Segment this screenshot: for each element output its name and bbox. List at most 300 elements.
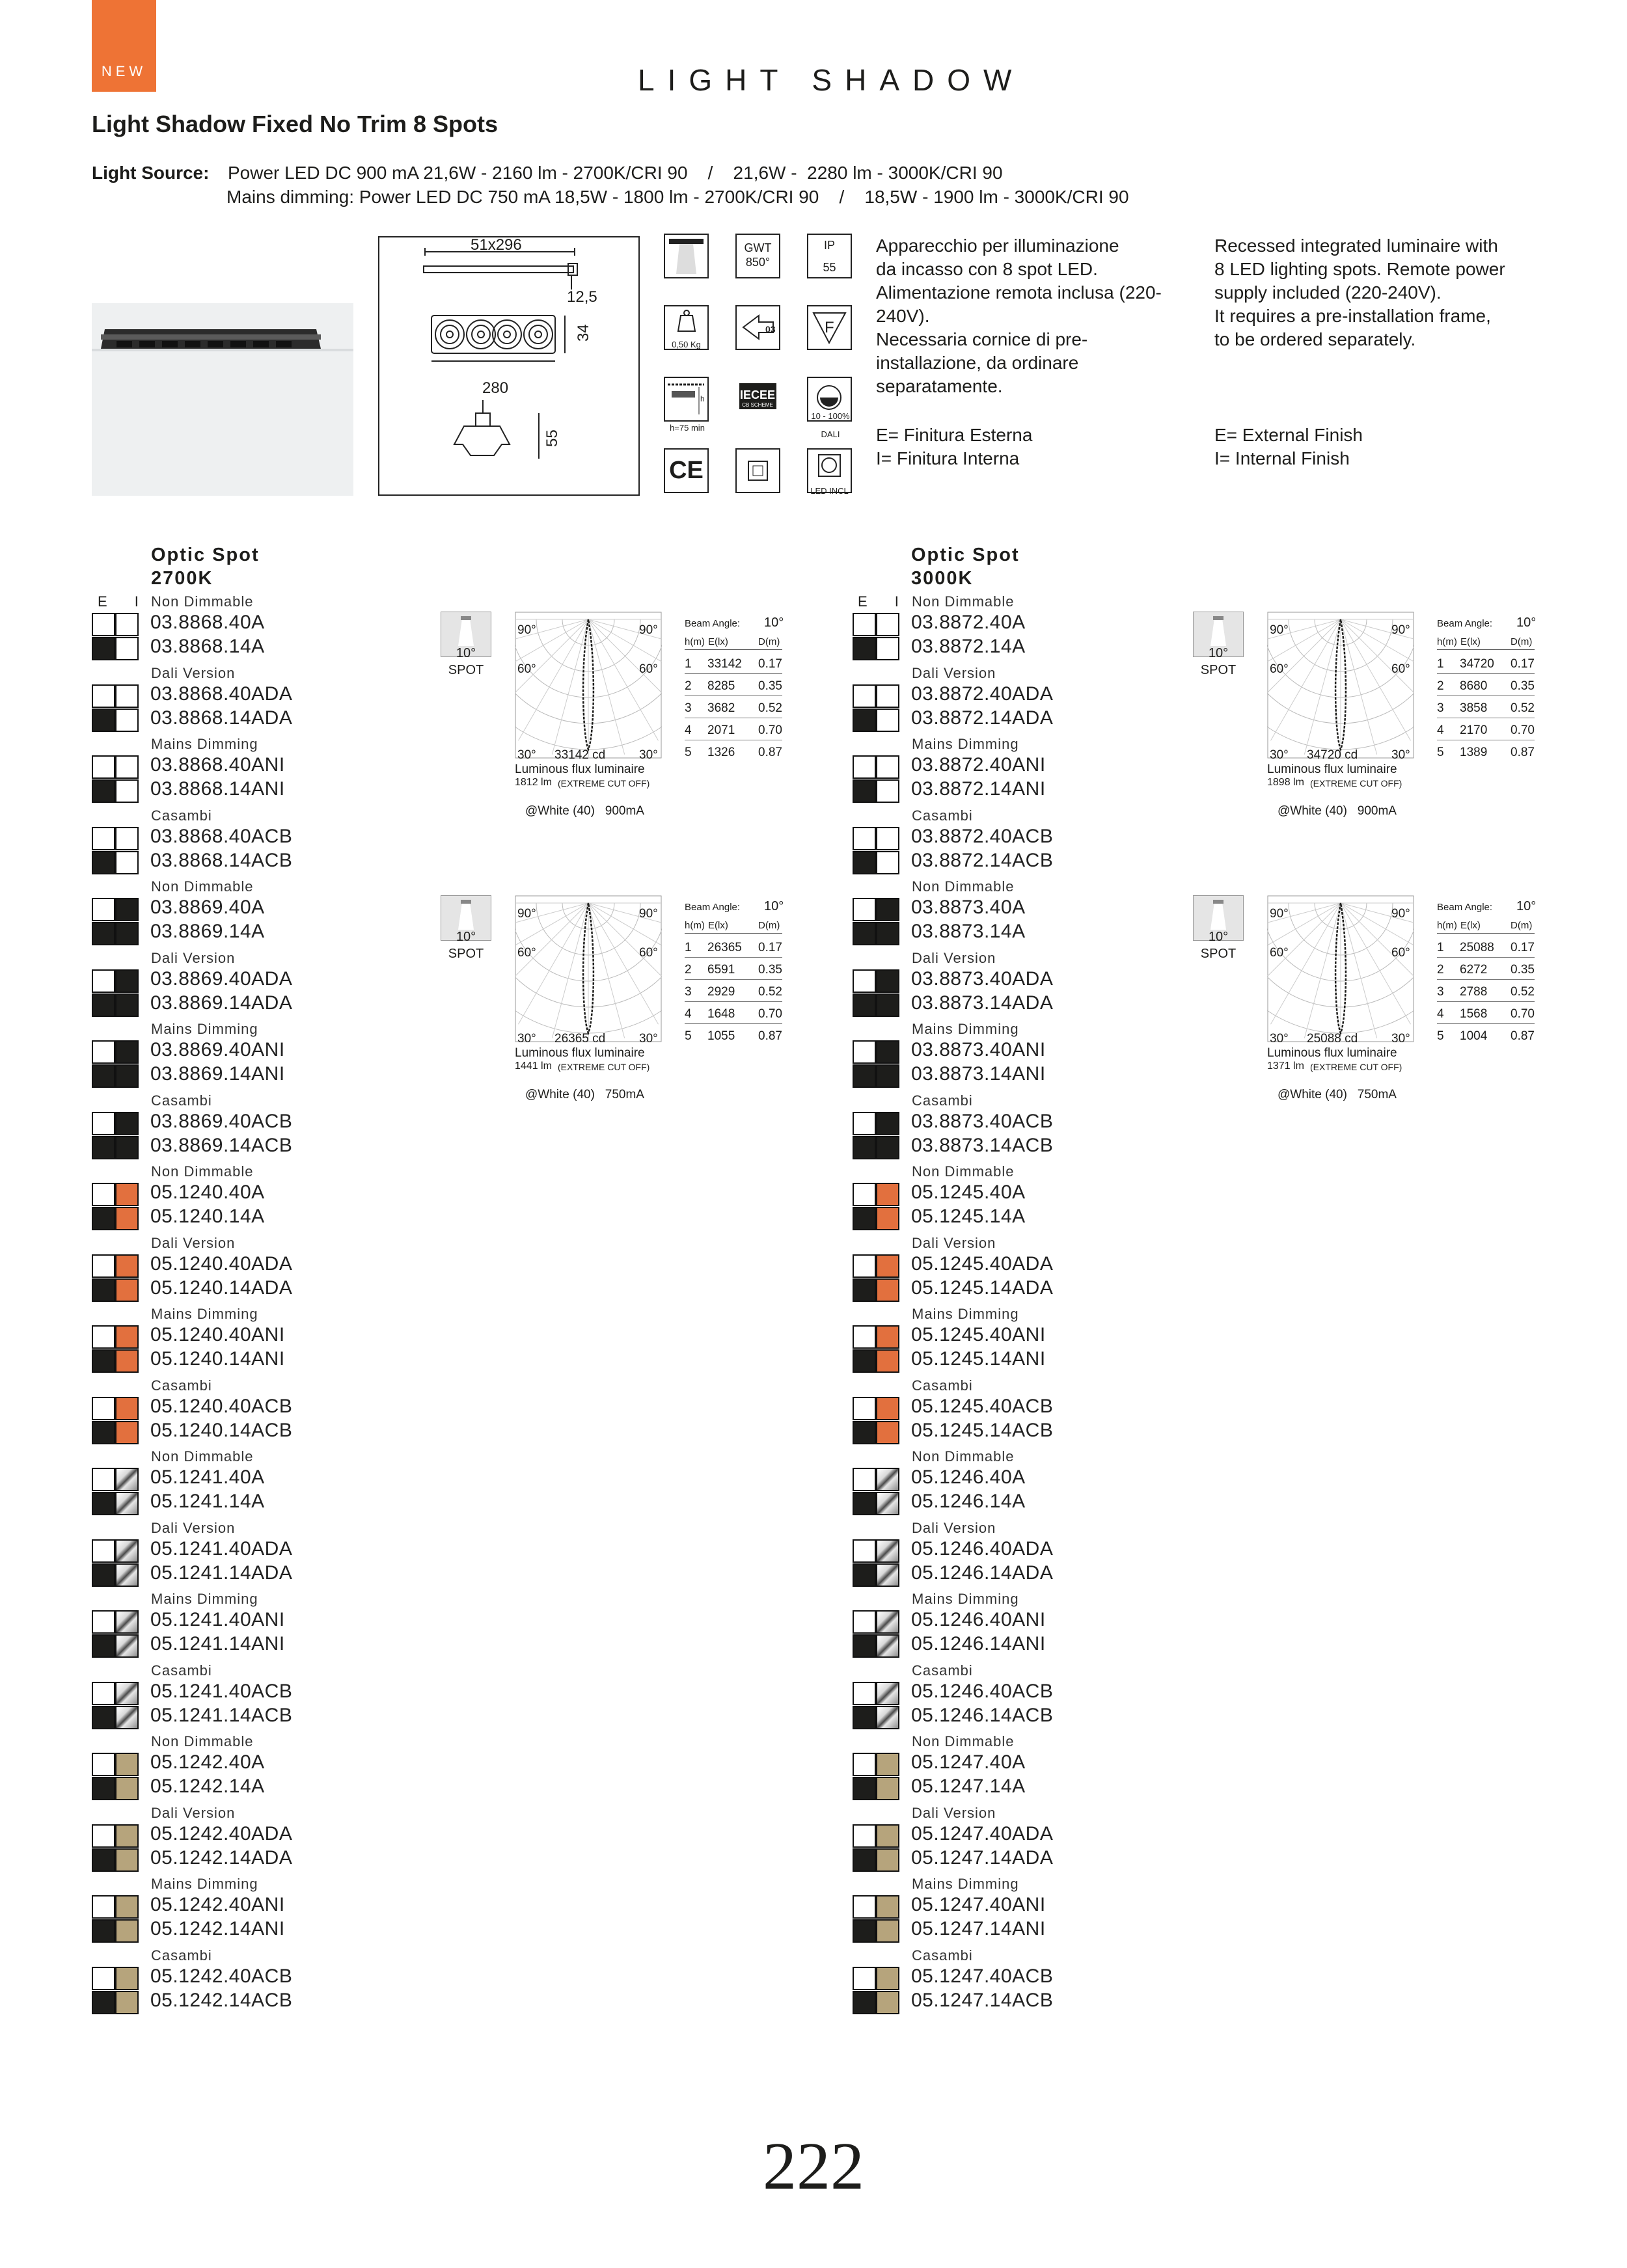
group-label: Casambi [151,807,212,824]
table-cell: 5 [1437,746,1444,759]
external-finish-swatch [92,637,115,660]
internal-finish-swatch [115,827,139,850]
table-cell: 8285 [707,679,735,693]
group-label: Dali Version [912,664,996,681]
internal-finish-swatch [115,1064,139,1088]
table-cell: 2 [685,963,692,977]
product-code: 05.1242.40ANI [150,1894,285,1915]
internal-finish-swatch [115,851,139,874]
product-code: 05.1245.40A [911,1181,1026,1203]
test-condition-note: @White (40) 900mA [1278,804,1397,818]
beam-angle-table-value: 10° [764,615,784,630]
test-condition-note: @White (40) 750mA [1278,1088,1397,1101]
external-finish-swatch [92,827,115,850]
test-condition-note: @White (40) 900mA [525,804,644,818]
product-code: 03.8873.40ANI [911,1039,1046,1060]
led-included-label: LED INCL [810,485,849,496]
ip-value: 55 [823,260,836,274]
luminous-flux-value: 1898 lm [1267,777,1304,788]
product-code: 05.1247.14ACB [911,1989,1054,2011]
external-finish-swatch [92,1040,115,1064]
external-finish-swatch [853,613,876,636]
internal-finish-swatch [115,613,139,636]
internal-finish-swatch [115,1563,139,1587]
beam-angle-value: 10° [456,930,476,944]
product-code: 05.1242.40ACB [150,1965,293,1987]
internal-finish-swatch [876,1397,899,1420]
external-finish-swatch [92,1824,115,1848]
internal-finish-swatch [115,1895,139,1919]
group-label: Dali Version [912,949,996,966]
group-label: Dali Version [151,949,236,966]
beam-angle-value: 10° [1208,930,1229,944]
peak-candela: 25088 cd [1307,1032,1358,1046]
product-code: 05.1240.14ACB [150,1419,293,1441]
product-code: 03.8873.14ADA [911,992,1054,1014]
product-code: 05.1242.14A [150,1775,265,1797]
table-cell: 4 [1437,723,1444,737]
group-label: Non Dimmable [151,1733,254,1749]
product-code: 03.8873.40ACB [911,1110,1054,1132]
luminous-flux-value: 1371 lm [1267,1060,1304,1072]
product-code: 05.1245.14ADA [911,1276,1054,1299]
external-finish-swatch [92,1753,115,1776]
table-cell: 3 [1437,701,1444,715]
external-finish-swatch [853,1278,876,1302]
internal-finish-swatch [876,1254,899,1278]
group-label: Casambi [912,1662,973,1679]
external-finish-swatch [853,1610,876,1634]
new-tag-label: NEW [101,63,147,79]
external-finish-swatch [92,1539,115,1563]
internal-finish-swatch [115,1492,139,1515]
polar-angle-label: 30° [517,748,536,762]
internal-finish-swatch [876,1325,899,1349]
polar-angle-label: 30° [639,1032,658,1046]
photometric-block-3000k-900ma [1193,612,1544,826]
internal-finish-swatch [115,1991,139,2014]
internal-finish-swatch [876,755,899,779]
polar-angle-label: 30° [1391,748,1410,762]
group-label: Casambi [912,807,973,824]
table-cell: 0.35 [758,679,782,693]
table-cell: 0.87 [758,746,782,759]
internal-finish-swatch [876,779,899,803]
weight-value: 0,50 Kg [672,339,701,349]
external-finish-swatch [853,969,876,993]
external-finish-swatch [92,1325,115,1349]
product-code: 05.1245.14ACB [911,1419,1054,1441]
internal-finish-swatch [876,827,899,850]
beam-type-label: SPOT [448,947,484,961]
product-code: 03.8872.40ADA [911,682,1054,705]
polar-angle-label: 60° [517,946,536,960]
table-row-divider [685,1001,782,1002]
internal-finish-swatch [876,993,899,1017]
external-finish-swatch [92,613,115,636]
ik-rating-icon [735,305,780,350]
internal-finish-swatch [876,637,899,660]
table-cell: 2929 [707,985,735,999]
table-cell: 3858 [1460,701,1488,715]
product-code: 03.8869.40A [150,897,265,918]
internal-finish-swatch [115,1777,139,1800]
table-cell: 0.35 [1511,679,1535,693]
table-divider [1437,649,1535,650]
polar-angle-label: 90° [1270,907,1289,921]
ei-header-2700k: E I [98,593,150,610]
ei-header-3000k: E I [858,593,910,610]
internal-finish-swatch [876,1207,899,1230]
external-finish-swatch [92,898,115,921]
table-cell: 2170 [1460,723,1488,737]
internal-finish-swatch [876,1610,899,1634]
peak-candela: 33142 cd [554,748,606,762]
external-finish-swatch [853,1349,876,1373]
product-code: 03.8869.14ADA [150,992,293,1014]
internal-finish-swatch [876,684,899,708]
table-cell: 0.35 [758,963,782,977]
gwt-rating [735,234,780,278]
recessed-frame-icon [735,448,780,493]
external-finish-swatch [853,1824,876,1848]
product-code: 05.1242.14ADA [150,1846,293,1869]
external-finish-swatch [853,1682,876,1705]
internal-finish-swatch [115,993,139,1017]
polar-angle-label: 60° [1270,662,1289,676]
product-code: 03.8872.14ACB [911,849,1054,871]
internal-finish-swatch [115,1136,139,1159]
group-label: Mains Dimming [912,1591,1019,1607]
table-header: E(lx) [1460,920,1481,931]
table-row-divider [685,957,782,958]
external-finish-swatch [853,851,876,874]
internal-finish-swatch [876,1183,899,1206]
dim-depth: 55 [543,429,561,447]
table-row-divider [1437,673,1535,674]
internal-finish-swatch [115,755,139,779]
table-cell: 1326 [707,746,735,759]
external-finish-swatch [853,1539,876,1563]
product-code: 05.1240.14A [150,1206,265,1227]
table-header: h(m) [1437,920,1457,931]
product-code: 03.8869.40ACB [150,1110,293,1132]
table-cell: 2071 [707,723,735,737]
product-code: 05.1246.14ANI [911,1633,1046,1654]
internal-finish-swatch [115,1040,139,1064]
table-cell: 0.52 [758,985,782,999]
internal-finish-swatch [876,1349,899,1373]
internal-finish-swatch [876,1991,899,2014]
external-finish-swatch [92,1563,115,1587]
product-code: 05.1245.14ANI [911,1348,1046,1370]
beam-angle-value: 10° [1208,646,1229,660]
group-label: Dali Version [151,1234,236,1251]
external-finish-swatch [853,1421,876,1444]
product-photo [92,303,353,496]
luminous-flux-value: 1441 lm [515,1060,552,1072]
external-finish-swatch [92,1682,115,1705]
internal-finish-swatch [876,1967,899,1990]
polar-angle-label: 30° [639,748,658,762]
beam-angle-label: Beam Angle: [685,902,741,913]
product-code: 05.1247.40A [911,1751,1026,1773]
table-cell: 0.52 [1511,701,1535,715]
internal-finish-swatch [115,709,139,732]
table-cell: 1648 [707,1007,735,1021]
light-source-line-1: Power LED DC 900 mA 21,6W - 2160 lm - 2700K/CRI 90 / 21,6W - 2280 lm - 3000K/CRI 90 [228,163,1003,183]
polar-angle-label: 90° [639,907,658,921]
beam-angle-table-value: 10° [764,899,784,913]
page-number: 222 [763,2129,864,2204]
internal-finish-swatch [115,1919,139,1943]
internal-finish-swatch [115,1254,139,1278]
dim-width: 51x296 [471,236,522,254]
table-header: D(m) [1511,636,1533,647]
internal-finish-swatch [115,1278,139,1302]
product-code: 05.1242.14ACB [150,1989,293,2011]
internal-finish-swatch [876,1777,899,1800]
product-code: 05.1240.14ANI [150,1348,285,1370]
internal-finish-swatch [115,1682,139,1705]
table-row-divider [685,1023,782,1024]
cb-scheme-label: IECEE [739,388,776,401]
optic-recessed-icon [664,234,709,278]
table-cell: 0.17 [758,941,782,954]
dimming-range: 10 - 100% [811,411,850,421]
table-cell: 0.17 [1511,657,1535,671]
luminous-flux-label: Luminous flux luminaire [1267,763,1397,776]
cutoff-label: (EXTREME CUT OFF) [558,1062,650,1072]
internal-finish-swatch [876,1919,899,1943]
group-label: Mains Dimming [912,1021,1019,1037]
product-code: 03.8869.14ANI [150,1063,285,1085]
product-code: 05.1245.40ACB [911,1395,1054,1417]
product-code: 05.1240.40A [150,1181,265,1203]
table-cell: 0.87 [758,1029,782,1043]
table-cell: 6591 [707,963,735,977]
group-label: Non Dimmable [151,1163,254,1180]
group-label: Non Dimmable [151,878,254,895]
install-height-mark: h [700,394,705,403]
external-finish-swatch [853,1848,876,1872]
external-finish-swatch [853,1112,876,1135]
table-cell: 3 [685,701,692,715]
table-row-divider [1437,979,1535,980]
internal-finish-swatch [876,709,899,732]
beam-type-label: SPOT [1200,663,1237,677]
external-finish-swatch [853,709,876,732]
product-code: 03.8873.40ADA [911,967,1054,990]
table-cell: 1389 [1460,746,1488,759]
product-code: 03.8869.14A [150,921,265,942]
internal-finish-swatch [115,969,139,993]
external-finish-swatch [853,779,876,803]
group-label: Non Dimmable [912,878,1015,895]
polar-angle-label: 90° [517,623,536,637]
finish-legend-it: E= Finitura Esterna I= Finitura Interna [876,425,1033,468]
peak-candela: 34720 cd [1307,748,1358,762]
internal-finish-swatch [115,1848,139,1872]
product-code: 03.8873.40A [911,897,1026,918]
table-cell: 1055 [707,1029,735,1043]
ce-mark-label: CE [669,457,704,484]
internal-finish-swatch [115,922,139,945]
internal-finish-swatch [876,1539,899,1563]
product-code: 05.1242.40ADA [150,1822,293,1844]
column-title-2700k: Optic Spot 2700K [151,545,260,589]
product-code: 03.8872.14A [911,636,1026,657]
product-code: 03.8869.14ACB [150,1134,293,1156]
external-finish-swatch [853,1895,876,1919]
external-finish-swatch [92,1397,115,1420]
group-label: Non Dimmable [912,593,1015,610]
led-included-icon [807,448,852,496]
internal-finish-swatch [876,1824,899,1848]
product-code: 05.1247.14ADA [911,1846,1054,1869]
group-label: Casambi [151,1377,212,1394]
external-finish-swatch [853,1492,876,1515]
external-finish-swatch [92,922,115,945]
beam-angle-value: 10° [456,646,476,660]
weight-icon [664,305,709,350]
dim-34: 34 [575,324,592,342]
group-label: Mains Dimming [151,1591,258,1607]
table-cell: 3 [685,985,692,999]
table-cell: 4 [1437,1007,1444,1021]
external-finish-swatch [92,1421,115,1444]
external-finish-swatch [92,1064,115,1088]
polar-angle-label: 90° [517,907,536,921]
table-row-divider [685,695,782,696]
table-header: E(lx) [708,920,728,931]
polar-angle-label: 30° [1270,1032,1289,1046]
external-finish-swatch [92,1136,115,1159]
group-label: Dali Version [912,1519,996,1536]
external-finish-swatch [92,1777,115,1800]
table-cell: 2788 [1460,985,1488,999]
product-code: 05.1246.14ADA [911,1561,1054,1584]
product-code: 03.8873.14A [911,921,1026,942]
product-code: 05.1246.40ANI [911,1609,1046,1630]
internal-finish-swatch [876,1492,899,1515]
external-finish-swatch [853,1991,876,2014]
internal-finish-swatch [115,1421,139,1444]
table-divider [685,649,782,650]
table-header: E(lx) [1460,636,1481,647]
external-finish-swatch [853,1207,876,1230]
group-label: Dali Version [912,1804,996,1821]
external-finish-swatch [853,898,876,921]
luminous-flux-label: Luminous flux luminaire [1267,1046,1397,1060]
product-code: 03.8872.40ACB [911,825,1054,847]
cutoff-label: (EXTREME CUT OFF) [1310,778,1402,789]
internal-finish-swatch [876,613,899,636]
internal-finish-swatch [876,1064,899,1088]
product-code: 03.8869.40ADA [150,967,293,990]
beam-angle-label: Beam Angle: [685,618,741,629]
product-code: 05.1240.40ANI [150,1324,285,1345]
external-finish-swatch [853,827,876,850]
product-code: 05.1245.40ADA [911,1252,1054,1275]
internal-finish-swatch [876,1753,899,1776]
external-finish-swatch [92,851,115,874]
external-finish-swatch [92,1207,115,1230]
finish-legend-en: E= External Finish I= Internal Finish [1214,425,1363,468]
table-cell: 1 [1437,657,1444,671]
ip-label: IP [823,239,835,252]
cutoff-label: (EXTREME CUT OFF) [1310,1062,1402,1072]
table-cell: 2 [685,679,692,693]
external-finish-swatch [853,1634,876,1658]
table-cell: 4 [685,723,692,737]
external-finish-swatch [853,1468,876,1491]
luminous-flux-value: 1812 lm [515,777,552,788]
table-cell: 0.70 [1511,1007,1535,1021]
beam-angle-table-value: 10° [1516,899,1537,913]
luminous-flux-label: Luminous flux luminaire [515,1046,645,1060]
product-code: 05.1241.14ADA [150,1561,293,1584]
group-label: Mains Dimming [151,1306,258,1322]
table-row-divider [1437,957,1535,958]
table-row-divider [1437,1023,1535,1024]
table-header: h(m) [1437,636,1457,647]
table-cell: 0.87 [1511,746,1535,759]
polar-angle-label: 60° [1391,662,1410,676]
group-label: Dali Version [151,664,236,681]
product-code: 05.1241.14ANI [150,1633,285,1654]
group-label: Mains Dimming [912,736,1019,752]
table-cell: 8680 [1460,679,1488,693]
table-cell: 0.87 [1511,1029,1535,1043]
external-finish-swatch [92,1919,115,1943]
polar-angle-label: 90° [1270,623,1289,637]
internal-finish-swatch [115,637,139,660]
internal-finish-swatch [876,969,899,993]
internal-finish-swatch [876,898,899,921]
group-label: Dali Version [151,1804,236,1821]
external-finish-swatch [853,1563,876,1587]
f-mark-icon [807,305,852,350]
product-code: 05.1242.14ANI [150,1918,285,1939]
group-label: Mains Dimming [912,1306,1019,1322]
table-cell: 5 [1437,1029,1444,1043]
external-finish-swatch [853,684,876,708]
product-code: 05.1246.40A [911,1466,1026,1488]
internal-finish-swatch [876,1136,899,1159]
external-finish-swatch [853,1136,876,1159]
internal-finish-swatch [876,1563,899,1587]
ce-mark-icon [664,448,709,493]
photometric-block-2700k-750ma [441,895,792,1110]
internal-finish-swatch [115,1967,139,1990]
product-code: 03.8872.14ANI [911,778,1046,800]
polar-angle-label: 60° [517,662,536,676]
external-finish-swatch [92,1254,115,1278]
external-finish-swatch [853,1325,876,1349]
product-code: 05.1241.40A [150,1466,265,1488]
group-label: Non Dimmable [912,1163,1015,1180]
external-finish-swatch [92,1967,115,1990]
table-row-divider [1437,1001,1535,1002]
new-tag [92,0,156,92]
table-divider [1437,933,1535,934]
table-cell: 34720 [1460,657,1494,671]
dim-height-small: 12,5 [567,288,597,306]
f-mark-label: F [825,319,834,336]
group-label: Casambi [151,1947,212,1964]
group-label: Non Dimmable [912,1448,1015,1465]
